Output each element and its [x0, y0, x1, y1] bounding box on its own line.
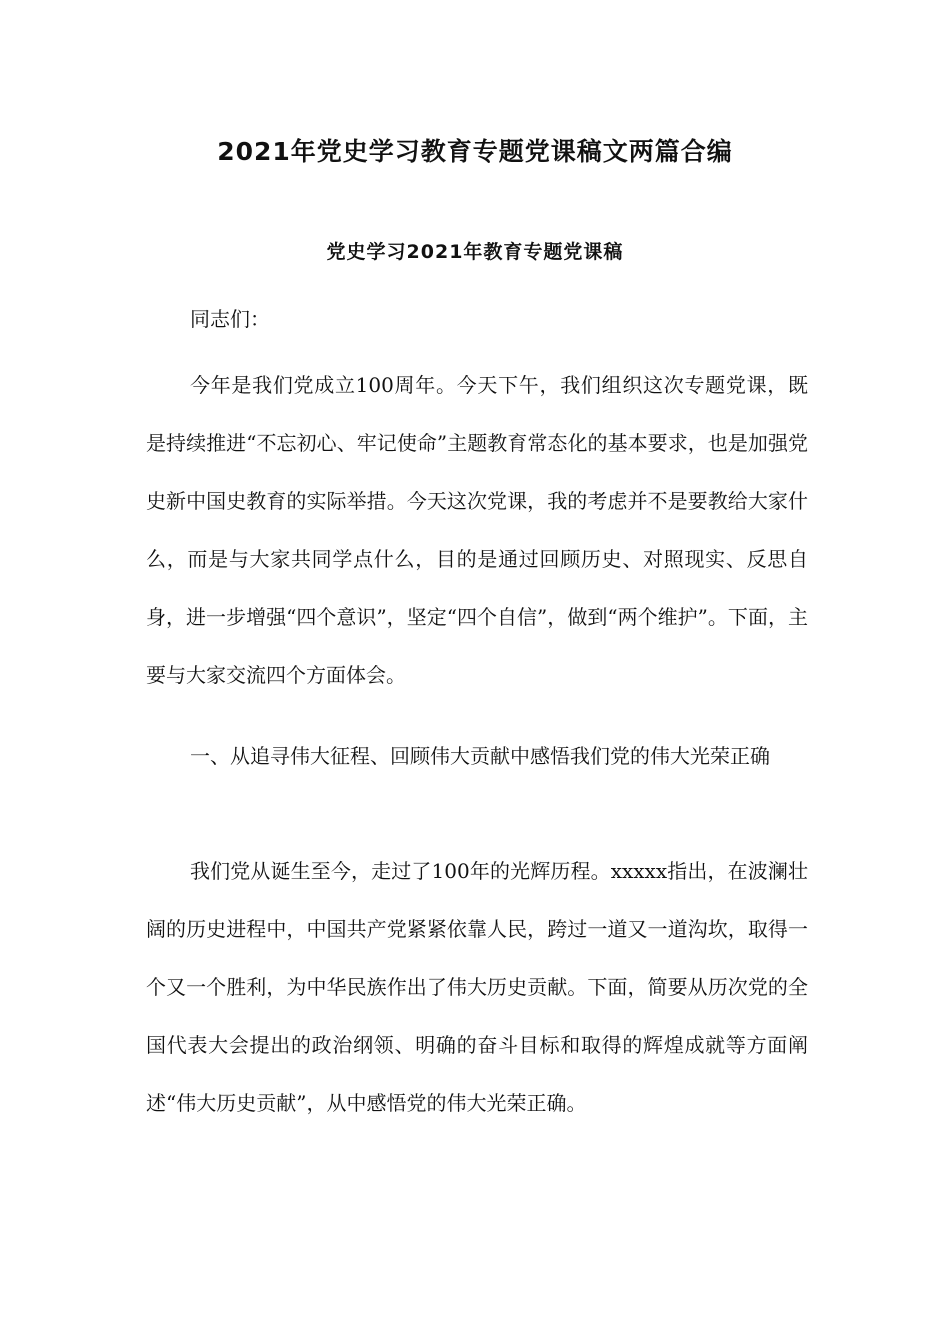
paragraph-intro: 今年是我们党成立100周年。今天下午，我们组织这次专题党课，既是持续推进“不忘初心、牢记使命”主题教育常态化的基本要求，也是加强党史新中国史教育的实际举措。今天这次党课，我的考虑并不是要教给大家什么，而是与大家共同学点什么，目的是通过回顾历史、对照现实、反思自身，进一步增强“四个意识”，坚定“四个自信”，做到“两个维护”。下面，主要与大家交流四个方面体会。 — [146, 373, 808, 687]
document-title: 2021年党史学习教育专题党课稿文两篇合编 — [217, 137, 733, 166]
salutation: 同志们： — [190, 307, 270, 331]
paragraph-section-1: 我们党从诞生至今，走过了100年的光辉历程。xxxxx指出，在波澜壮阔的历史进程中，中国共产党紧紧依靠人民，跨过一道又一道沟坎，取得一个又一个胜利，为中华民族作出了伟大历史贡献。下面，简要从历次党的全国代表大会提出的政治纲领、明确的奋斗目标和取得的辉煌成就等方面阐述“伟大历史贡献”，从中感悟党的伟大光荣正确。 — [146, 859, 808, 1115]
document-subtitle: 党史学习2021年教育专题党课稿 — [326, 241, 624, 263]
section-heading-1: 一、从追寻伟大征程、回顾伟大贡献中感悟我们党的伟大光荣正确 — [190, 744, 770, 768]
